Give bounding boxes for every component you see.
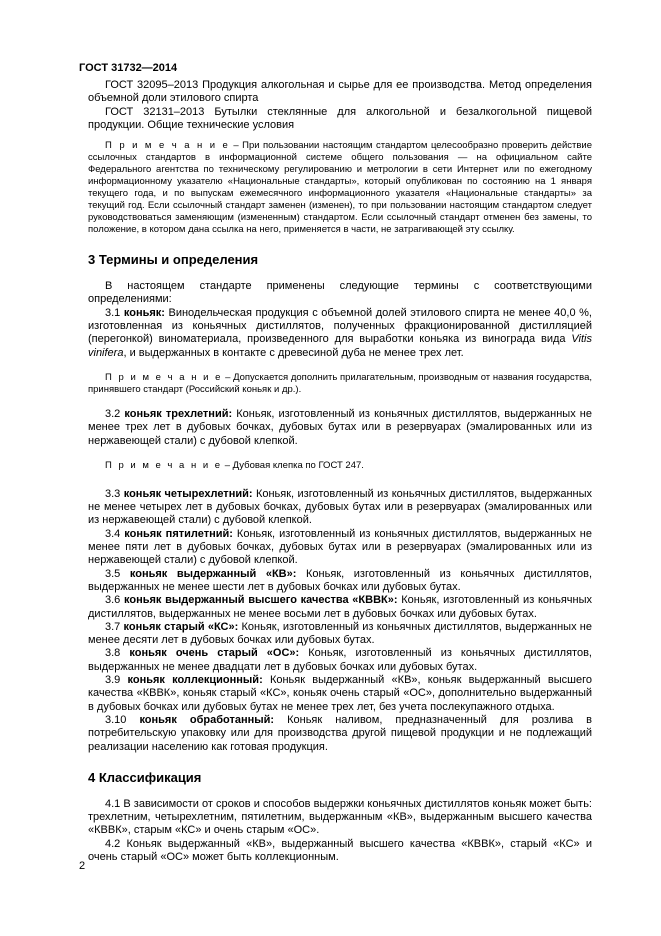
section-4-title: 4 Классификация xyxy=(88,769,202,785)
page-number: 2 xyxy=(79,860,86,872)
note-references xyxy=(88,140,592,236)
reference-gost-32095: ГОСТ 32095–2013 Продукция алкогольная и сырье для ее производства. Метод определения объемной доли этилового спирта xyxy=(88,79,592,105)
reference-gost-32131: ГОСТ 32131–2013 Бутылки стеклянные для алкогольной и безалкогольной пищевой продукции. Общие технические условия xyxy=(88,105,592,131)
classification-4-2: 4.2 Коньяк выдержанный «КВ», выдержанный высшего качества «КВВК», старый «КС» и очень старый «ОС» может быть коллекционным. xyxy=(88,837,592,863)
term-name: коньяк трехлетний: xyxy=(124,407,233,420)
term-3-3: 3.3 коньяк четырехлетний: Коньяк, изготовленный из коньячных дистиллятов, выдержанных не менее четырех лет в дубовых бочках, дубовых бутах или в резервуарах (эмалированных или из нержавеющей стали) с дубовой клепкой. xyxy=(88,487,592,527)
document-body xyxy=(88,79,592,864)
term-3-10: 3.10 коньяк обработанный: Коньяк наливом, предназначенный для розлива в потребительскую упаковку или для производства другой пищевой продукции и не подлежащий реализации населению как готовая продукция. xyxy=(88,713,593,753)
term-3-6: 3.6 коньяк выдержанный высшего качества «КВВК»: Коньяк, изготовленный из коньячных дистиллятов, выдержанных не менее восьми лет в дубовых бочках или дубовых бутах. xyxy=(88,594,592,620)
section-3-title: 3 Термины и определения xyxy=(88,252,259,268)
term-name: коньяк: xyxy=(123,306,165,319)
term-3-2: 3.2 коньяк трехлетний: Коньяк, изготовленный из коньячных дистиллятов, выдержанных не менее трех лет в дубовых бочках, дубовых бутах или в резервуарах (эмалированных или из нержавеющей стали) с дубовой клепкой. xyxy=(88,407,592,447)
note-text: – При пользовании настоящим стандартом целесообразно проверить действие ссылочных стандартов в информационной системе общего пользования — на официальном сайте Федерального агентства по техническому регулированию и метрологии в сети Интернет или по ежегодному информационному указателю «Национальные стандарты», который опубликован по состоянию на 1 января текущего года, и по выпускам ежемесячного информационного указателя «Национальные стандарты» за текущий год. Если ссылочный стандарт заменен (изменен), то при пользовании настоящим стандартом следует руководствоваться заменяющим (измененным) стандартом. Если ссылочный стандарт отменен без замены, то положение, в котором дана ссылка на него, применяется в части, не затрагивающей эту ссылку. xyxy=(88,140,592,236)
term-3-1: 3.1 коньяк: Винодельческая продукция с объемной долей этилового спирта не менее 40,0 %, изготовленная из коньячных дистиллятов, полученных фракционированной дистилляцией (перегонкой) виноматериала, произведенного для выработки коньяка из винограда вида Vitis vinifera, и выдержанных в контакте с древесиной дуба не менее трех лет. xyxy=(88,306,592,359)
note-label: П р и м е ч а н и е xyxy=(105,140,230,152)
term-3-9: 3.9 коньяк коллекционный: Коньяк выдержанный «КВ», коньяк выдержанный высшего качества «КВВК», коньяк старый «КС», коньяк очень старый «ОС», дополнительно выдержанный в дубовых бочках или дубовых бутах не менее трех лет, без учета послекупажного отдыха. xyxy=(88,674,592,713)
term-3-5: 3.5 коньяк выдержанный «КВ»: Коньяк, изготовленный из коньячных дистиллятов, выдержанных не менее шести лет в дубовых бочках или дубовых бутах. xyxy=(88,567,592,593)
section-3-intro: В настоящем стандарте применены следующие термины с соответствующими определениями: xyxy=(88,280,592,306)
document-header: ГОСТ 31732—2014 xyxy=(79,62,178,74)
note-3-1: П р и м е ч а н и е – Допускается дополнить прилагательным, производным от названия государства, принявшего стандарт (Российский коньяк и др.). xyxy=(88,371,592,395)
grape-species: Vitis vinifera xyxy=(88,333,592,359)
term-3-7: 3.7 коньяк старый «КС»: Коньяк, изготовленный из коньячных дистиллятов, выдержанных не менее десяти лет в дубовых бочках или дубовых бутах. xyxy=(88,620,592,647)
term-3-4: 3.4 коньяк пятилетний: Коньяк, изготовленный из коньячных дистиллятов, выдержанных не менее пяти лет в дубовых бочках, дубовых бутах или в резервуарах (эмалированных или из нержавеющей стали) с дубовой клепкой. xyxy=(88,527,592,567)
terms-list xyxy=(88,488,592,754)
note-3-2: П р и м е ч а н и е – Дубовая клепка по ГОСТ 247. xyxy=(105,459,364,471)
classification-4-1: 4.1 В зависимости от сроков и способов выдержки коньячных дистиллятов коньяк может быть: трехлетним, четырехлетним, пятилетним, выдержанным «КВ», выдержанным высшего качества «КВВК», старым «КС» и очень старым «ОС». xyxy=(88,797,592,837)
term-3-8: 3.8 коньяк очень старый «ОС»: Коньяк, изготовленный из коньячных дистиллятов, выдержанных не менее двадцати лет в дубовых бочках или дубовых бутах. xyxy=(88,647,592,673)
